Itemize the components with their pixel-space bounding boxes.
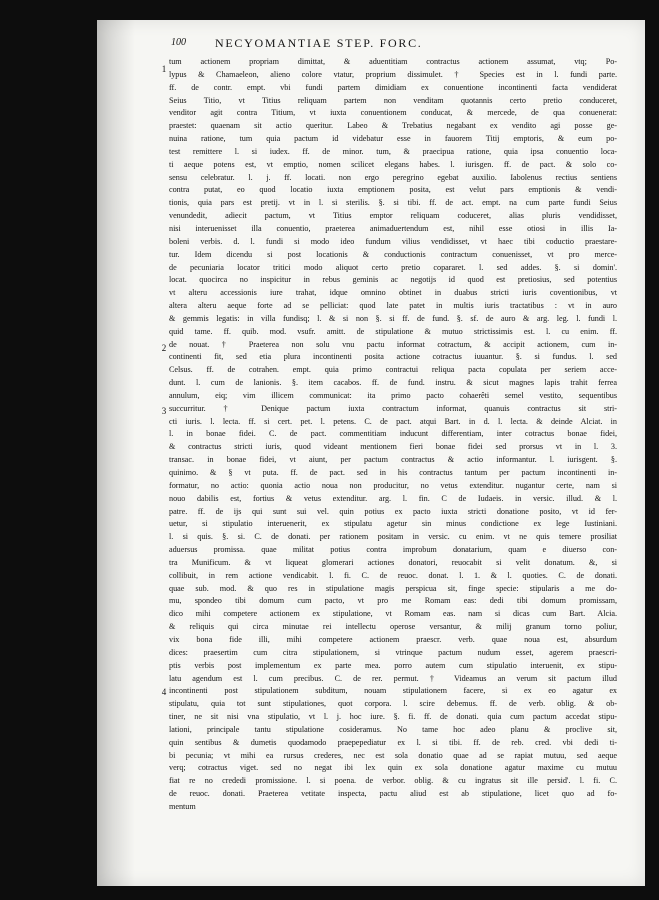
text-line: dices: praesertim cum citra stipulationem, si vtrinque pactum nudum esset, agerem praescri- [169, 647, 617, 657]
text-line: venditor agit contra Titium, vt iuxta conuentionem conducat, & mercede, de qua conuenerat: [169, 108, 617, 118]
text-line: quinimo. & § vt puta. ff. de pact. sed in his contractus tantum per pactum incontinenti in- [169, 468, 617, 477]
text-line: vix bona fide illi, mihi competere actionem praescr. verb. quae noua est, absurdum [169, 634, 617, 644]
text-line: contra putat, eo quod locatio iuxta emptionem posita, est velut pars emptionis & vendi- [169, 185, 617, 195]
text-line: praestet: quaenam sit actio queritur. Labeo & Trebatius negabant ex vendito agi posse ge- [169, 121, 617, 131]
text-line: lationi, principale tantu stipulatione cosideramus. No tame hoc adeo planu & proclive sit, [169, 724, 617, 734]
text-line: quin sentibus & dumetis quodamodo praepepediatur ex l. si tibi. ff. de reb. cred. vbi dedi ti- [169, 737, 617, 747]
text-line: & contractus stricti iuris, quod videant mentionem fieri bonae fidei sed prorsus vt in l. 3. [169, 442, 617, 452]
text-line: lypus & Chamaeleon, alieno colore vtatur, proprium dissimulet. † Species est in l. fundi parte. [169, 69, 617, 79]
text-line: altera alteru aeque forte ad se pelliciat: quod late patet in multis iuris tractatibus : vt in auro [169, 301, 617, 311]
text-line: mentum [169, 801, 196, 811]
text-line: ff. de contr. empt. vbi fundi partem dimidiam ex conuentione incontinenti facta vendiderat [169, 82, 617, 92]
text-line: collibuit, in rem actione vendicabit. l. fi. C. de reuoc. donat. l. 1. & l. quoties. C. de donati. [169, 570, 617, 580]
text-line: nouo dabilis est, fortius & vetus extenditur. arg. l. fin. C de Iudaeis. in versic. illud. & l. [169, 493, 617, 503]
text-line: ptis verbis post implementum ex parte mea. porro autem cum stipulatio interuenit, ex stipu- [169, 660, 617, 670]
folio-number: 100 [171, 37, 186, 48]
text-line: venundedit, adiecit pactum, vt Titius emptor reliquam coduceret, alias pluris vendidisset, [169, 211, 617, 221]
text-line: dico mihi competere actionem ex stipulatione, vt Romam eas. nam si dicas cum Bart. Alcia. [169, 609, 617, 619]
text-line: aduersus promissa. quae militat potius contra improbum donatarium, quam e diuerso con- [169, 545, 617, 555]
text-line: stipulatu, quia tot sunt stipulationes, quot corpora. l. scire debemus. ff. de verb. oblig. & ob- [169, 699, 617, 709]
gutter-shadow [97, 20, 135, 886]
text-line: tionis, quia pars est pretij. vt in l. si sterilis. §. si tibi. ff. de act. empt. na cum parte fundi Seius [169, 198, 617, 208]
book-page [97, 20, 645, 886]
text-line: nuina ratione, tum quia pactum id videbatur esse in fauorem Titij emptoris, & eum po- [169, 134, 617, 144]
margin-note-1: 1 [161, 64, 167, 74]
text-line: Celsus. ff. de cotrahen. empt. quia primo contractui reliqua pacta copulata per seriem acce- [169, 365, 617, 375]
text-line: & reliquis qui circa minutae rei intellectu operose versantur, & milij granum torno poliur, [169, 622, 617, 632]
text-line: l. in bonae fidei. C. de pact. commentitiam inducunt differentiam, inter cotractus bonae fidei, [169, 429, 617, 439]
catchword [169, 827, 617, 840]
text-line: test remittere l. si iudex. ff. de minor. tum, & praecipua ratione, quia ipsa conuentio loca- [169, 146, 617, 156]
text-line: quae sub. mod. & quo res in stipulatione magis perspicua sit, finge specie: stipularis a me do- [169, 583, 617, 593]
margin-note-3: 3 [161, 406, 167, 416]
text-line: nisi interuenisset illa conuentio, praeterea animaduertendum est, nihil esse otiosi in illis Ia- [169, 223, 617, 233]
body-text [169, 56, 617, 876]
text-line: ti aeque potens est, vt emptio, nomen scilicet elegans habes. l. iurisgen. ff. de pact. & solo co- [169, 159, 617, 169]
text-line: verq; cotractus viget. sed no negat ibi lex quin ex sola donatione agatur maxime cu mutuu [169, 763, 617, 773]
page-header [171, 36, 631, 54]
text-line: incontinenti post stipulationem subditum, nouam stipulationem facere, si ex eo agatur ex [169, 686, 617, 696]
text-line: Seius Titio, vt Titius reliquam partem non venditam quotannis certo pretio conduceret, [169, 95, 617, 105]
text-line: de reuoc. donati. Praeterea vetitate inspecta, pactu aliud est ab stipulatione, licet quo ad fo- [169, 789, 617, 799]
text-line: l. si quis. §. si. C. de donati. per rationem positam in versic. cu enim. vt ne quis temere prosiliat [169, 532, 617, 542]
text-line: tum actionem propriam dimittat, & aduentitiam contractus actionem assumat, vtq; Po- [169, 57, 617, 66]
text-line: formatur, no actio: quonia actio noua non producitur, no vetus extenditur. nugantur certe, nam si [169, 480, 617, 490]
text-line: tra Munificum. & vt liqueat glomerari actiones donatori, reuocabit si velit donatum. &, si [169, 557, 617, 567]
text-line: annulum, eiq; vim illicem communicat: ita primo pacto cohaerêti semel vestito, sequentibus [169, 390, 617, 400]
text-line: dunt. l. cum de lanionis. §. item cacabos. ff. de fund. instru. & sicut magnes lapis trahit ferrea [169, 378, 617, 388]
text-line: continenti fit, sed etia plura incontinenti posita actione cotractus iuuantur. §. si fundus. l. sed [169, 352, 617, 362]
text-line: & gemmis legatis: in villa fundisq; l. & si non §. si ff. de fund. §. sf. de auro & arg. leg. l. fundi l. [169, 313, 617, 323]
text-line: tur. Idem dicendu si post locationis & conductionis contractum conuenisset, vt pro merce- [169, 249, 617, 259]
text-line: tiner, ne sit nisi vna stipulatio, vt l. j. hoc iure. §. fi. ff. de donati. quia cum pactum accedat stipu- [169, 712, 617, 722]
text-line: mu, spondeo tibi domum cum pacto, vt pro me Romam eas: dedi tibi domum promissam, [169, 596, 617, 606]
text-line: boleni verbis. d. l. fundi si modo ideo fundum vilius vendidisset, vt haec tibi coductio praestare- [169, 236, 617, 246]
text-line: fiat re no crededi promissione. l. si poena. de verbor. oblig. & cu ingratus sit ille persid'. l. fi. C. [169, 776, 617, 786]
text-line: cti iuris. l. lecta. ff. si cert. pet. l. petens. C. de pact. atqui Bart. in d. l. lecta. & deinde Alciat. in [169, 416, 617, 426]
margin-note-4: 4 [161, 687, 167, 697]
text-line: vt alteru accessionis iure trahat, idque omnino obtinet in duabus stricti iuris coventionibus, vt [169, 288, 617, 298]
text-line: bi pecunia; vt mihi ea rursus crederes, nec est sola donatio quae ad se rapiat mutuu, sed aeque [169, 750, 617, 760]
text-line: succurritur. † Denique pactum iuxta contractum informat, quanuis contractus sit stri- [169, 403, 617, 413]
text-line: transac. in bonae fidei, vt aiunt, per pactum contractus & actio informantur. l. iurisgent. §. [169, 455, 617, 465]
text-line: latu agendum est l. cum precibus. C. de rer. permut. † Videamus an verum sit pactum illud [169, 673, 617, 683]
text-line: de nouat. † Praeterea non solu vnu pactu informat cotractum, & accipit actionem, cum in- [169, 339, 617, 349]
text-line [169, 814, 617, 827]
text-line: de pecuniaria locator tritici modo aliquot certo pretio copararet. l. sed addes. §. si domin'. [169, 262, 617, 272]
running-title: NECYOMANTIAE STEP. FORC. [215, 36, 423, 50]
margin-note-2: 2 [161, 343, 167, 353]
text-line: quid tame. ff. quib. mod. vsufr. amitt. de stipulatione & mutuo strictissimis est. l. cu enim. ff. [169, 326, 617, 336]
text-line: locat. quocirca no inspicitur in rebus geminis ac negotijs id quod est pretiosius, sed potentius [169, 275, 617, 285]
text-line: sensu celebratur. l. j. ff. locati. non ergo peregrino egebat auxilio. Iabolenus rectius sentiens [169, 172, 617, 182]
text-line: uetur, si stipulatio interuenerit, ex stipulatu agetur sin minus condictione ex lege Iustiniani. [169, 519, 617, 529]
text-line: patre. ff. de ijs qui sunt sui vel. quin potius ex pacto iuxta stricti donatione posito, vt id fer- [169, 506, 617, 516]
